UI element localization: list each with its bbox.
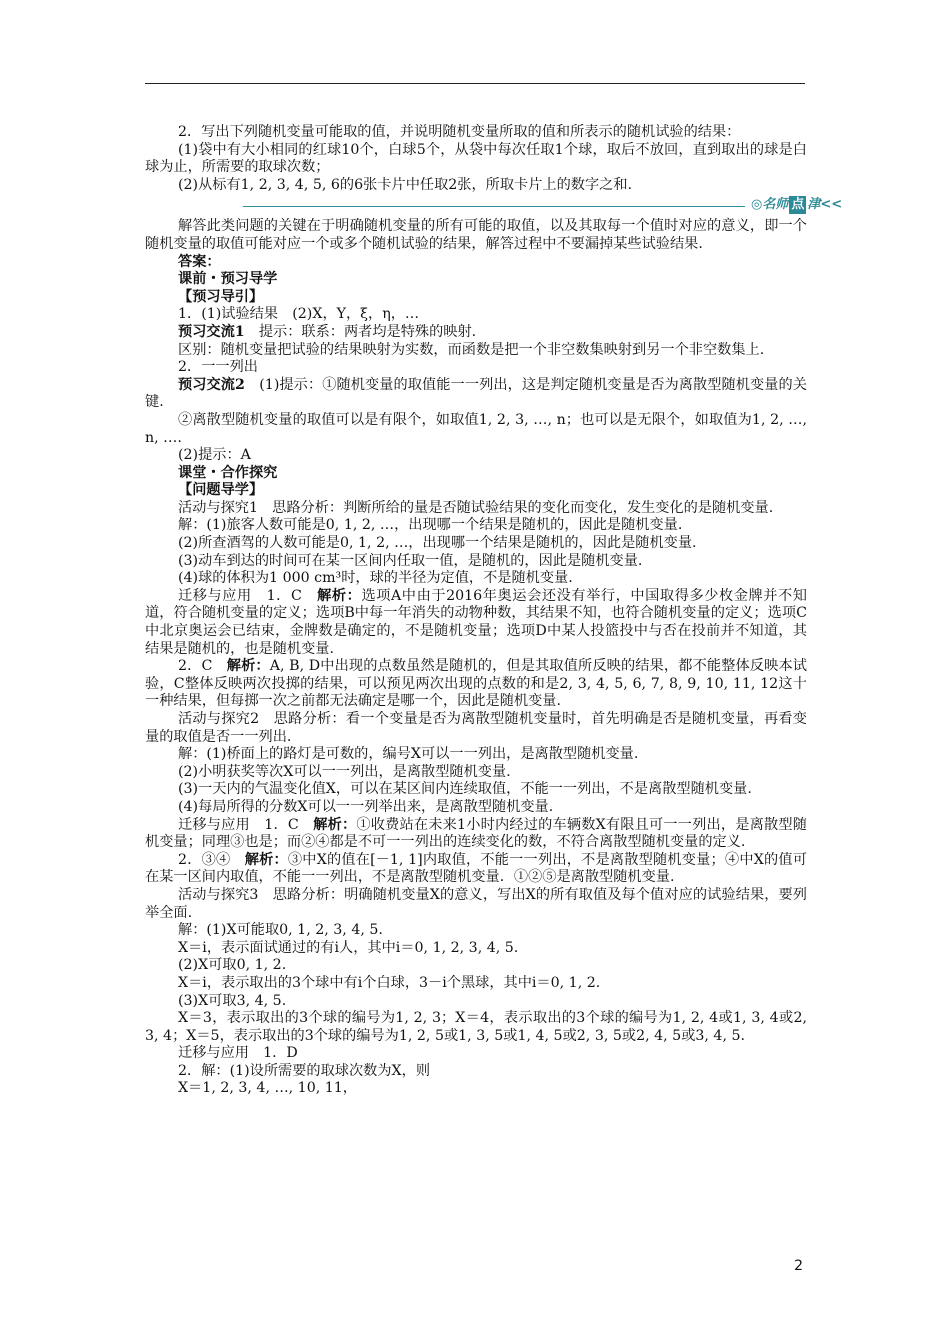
text-line (145, 124, 807, 142)
page-content (145, 124, 843, 1098)
line-text: (2)从标有1, 2, 3, 4, 5, 6的6张卡片中任取2张，所取卡片上的数字之和. (178, 176, 633, 193)
line-text: 2．C (178, 658, 227, 675)
line-text: 解：(1)桥面上的路灯是可数的，编号X可以一一列出，是离散型随机变量. (178, 746, 639, 763)
line-text: (2)X可取0, 1, 2. (178, 957, 287, 974)
text-line (145, 570, 807, 588)
line-text: X＝i，表示面试通过的有i人，其中i＝0, 1, 2, 3, 4, 5. (178, 939, 519, 956)
line-text: 区别：随机变量把试验的结果映射为实数，而函数是把一个非空数集映射到另一个非空数集上. (178, 341, 765, 358)
line-text: 活动与探究1 思路分析：判断所给的量是否随试验结果的变化而变化，发生变化的是随机变量. (178, 499, 774, 516)
analysis-label: 解析： (244, 851, 288, 868)
text-line (145, 482, 807, 500)
line-text: X＝1, 2, 3, 4, …, 10, 11， (178, 1080, 357, 1097)
text-line (145, 177, 807, 195)
line-text: 迁移与应用 1．C (178, 587, 318, 604)
line-text: (2)所查酒驾的人数可能是0, 1, 2, …，出现哪一个结果是随机的，因此是随机变量. (178, 535, 697, 552)
text-line (145, 746, 807, 764)
text-line (145, 324, 807, 342)
line-text: ②离散型随机变量的取值可以是有限个，如取值1, 2, 3, …, n；也可以是无限个，如取值为1, 2, …, n, …. (145, 411, 807, 446)
line-text: (3)动车到达的时间可在某一区间内任取一值，是随机的，因此是随机变量. (178, 552, 643, 569)
analysis-text: ①收费站在未来1小时内经过的车辆数X有限且可一一列出，是离散型随机变量；同理③也是；而②④都是不可一一列出的连续变化的数，不符合离散型随机变量的定义. (145, 816, 807, 851)
line-text: (4)球的体积为1 000 cm³时，球的半径为定值，不是随机变量. (178, 570, 573, 587)
text-line (145, 975, 807, 993)
tip-badge-text-a: 名师 (762, 197, 789, 213)
text-line (145, 957, 807, 975)
text-line (145, 142, 807, 177)
line-text: 活动与探究2 思路分析：看一个变量是否为离散型随机变量时，首先明确是否是随机变量，再看变量的取值是否一一列出. (145, 711, 807, 745)
line-text: 解：(1)X可能取0, 1, 2, 3, 4, 5. (178, 922, 383, 939)
text-line (145, 1010, 807, 1045)
teacher-tip-badge (745, 196, 848, 214)
line-label: 预习交流2 (178, 376, 245, 393)
text-line (145, 817, 807, 852)
text-line (145, 993, 807, 1011)
answer-block (145, 218, 807, 1098)
text-line (145, 535, 807, 553)
text-line (145, 271, 807, 289)
text-line (145, 289, 807, 307)
analysis-label: 解析： (313, 816, 357, 833)
text-line (145, 465, 807, 483)
text-line (145, 711, 807, 746)
tip-arrows-icon: << (820, 197, 843, 213)
line-text: 迁移与应用 1．C (178, 816, 314, 833)
line-text: (4)每局所得的分数X可以一一列举出来，是离散型随机变量. (178, 798, 554, 815)
text-line (145, 764, 807, 782)
line-text: 2．解：(1)设所需要的取球次数为X，则 (178, 1062, 431, 1079)
line-text: 解：(1)旅客人数可能是0, 1, 2, …，出现哪一个结果是随机的，因此是随机变量. (178, 517, 683, 534)
text-line (145, 500, 807, 518)
analysis-text: A, B, D中出现的点数虽然是随机的，但是其取值所反映的结果，都不能整体反映本试验，C整体反映两次投掷的结果，可以预见两次出现的点数的和是2, 3, 4, 5, 6, 7, 8, 9, 10, 11, 12这十一种结果，但每掷一次之前都无法确定是哪一个，因此是随机变量. (145, 658, 807, 710)
line-text: 【问题导学】 (178, 482, 264, 499)
line-text: 【预习导引】 (178, 288, 264, 305)
analysis-label: 解析： (226, 658, 270, 675)
text-line (145, 799, 807, 817)
line-text: 提示：联系：两者均是特殊的映射. (244, 323, 477, 340)
line-text: (3)X可取3, 4, 5. (178, 992, 287, 1009)
text-line (145, 588, 807, 658)
text-line (145, 658, 807, 711)
line-text: 2．写出下列随机变量可能取的值，并说明随机变量所取的值和所表示的随机试验的结果： (178, 124, 741, 140)
text-line (145, 1063, 807, 1081)
line-text: X＝3，表示取出的3个球的编号为1, 2, 3；X＝4，表示取出的3个球的编号为1, 2, 4或1, 3, 4或2, 3, 4；X＝5，表示取出的3个球的编号为1, 2, 5或1, 3, 5或1, 4, 5或2, 3, 5或2, 4, 5或3, 4, 5. (145, 1010, 807, 1044)
line-text: (2)提示：A (178, 447, 251, 464)
text-line (145, 553, 807, 571)
tip-divider (145, 194, 843, 218)
text-line (145, 940, 807, 958)
line-text: (3)一天内的气温变化值X，可以在某区间内连续取值，不能一一列出，不是离散型随机变量. (178, 781, 752, 798)
tip-dot-icon: ◎ (751, 197, 763, 213)
text-line (145, 887, 807, 922)
analysis-text: ③中X的值在[－1, 1]内取值，不能一一列出，不是离散型随机变量；④中X的值可在某一区间内取值，不能一一列出，不是离散型随机变量．①②⑤是离散型随机变量. (145, 851, 807, 886)
tip-badge-text-b: 点 (791, 197, 805, 213)
tip-badge-text-c: 津 (807, 197, 821, 213)
text-line (145, 447, 807, 465)
line-text: (1)袋中有大小相同的红球10个，白球5个，从袋中每次任取1个球，取后不放回，直到取出的球是白球为止，所需要的取球次数； (145, 141, 807, 176)
page-number: 2 (794, 1258, 803, 1274)
text-line (145, 377, 807, 412)
text-line (145, 922, 807, 940)
header-rule (145, 83, 805, 84)
line-text: 活动与探究3 思路分析：明确随机变量X的意义，写出X的所有取值及每个值对应的试验结果，要列举全面. (145, 886, 807, 921)
text-line (145, 412, 807, 447)
exercise-block (145, 124, 807, 194)
text-line (145, 517, 807, 535)
line-text: 迁移与应用 1．D (178, 1045, 298, 1062)
text-line (145, 306, 807, 324)
analysis-text: 选项A中由于2016年奥运会还没有举行，中国取得多少枚金牌并不知道，符合随机变量的定义；选项B中每一年消失的动物种数，其结果不知，也符合随机变量的定义；选项C中北京奥运会已结束，金牌数是确定的，不是随机变量；选项D中某人投篮投中与否在投前并不知道，其结果是随机的，也是随机变量. (145, 587, 807, 657)
text-line (145, 781, 807, 799)
line-text: X＝i，表示取出的3个球中有i个白球，3－i个黑球，其中i＝0, 1, 2. (178, 974, 601, 991)
line-text: 1．(1)试验结果 (2)X，Y，ξ，η，… (178, 306, 420, 323)
line-label: 预习交流1 (178, 323, 245, 340)
text-line (145, 1045, 807, 1063)
text-line (145, 254, 807, 272)
text-line (145, 852, 807, 887)
line-text: (1)提示：①随机变量的取值能一一列出，这是判定随机变量是否为离散型随机变量的关键. (145, 376, 807, 411)
line-text: 答案： (178, 253, 221, 270)
line-text: 2．③④ (178, 851, 245, 868)
line-text: (2)小明获奖等次X可以一一列出，是离散型随机变量. (178, 763, 511, 780)
line-text: 2．一一列出 (178, 359, 258, 376)
text-line (145, 218, 807, 253)
analysis-label: 解析： (317, 587, 362, 604)
line-text: 课前・预习导学 (178, 271, 278, 288)
line-text: 解答此类问题的关键在于明确随机变量的所有可能的取值，以及其取每一个值时对应的意义，即一个随机变量的取值可能对应一个或多个随机试验的结果，解答过程中不要漏掉某些试验结果. (145, 218, 807, 252)
text-line (145, 342, 807, 360)
text-line (145, 359, 807, 377)
text-line (145, 1080, 807, 1098)
tip-divider-line (243, 206, 763, 207)
line-text: 课堂・合作探究 (178, 464, 278, 481)
